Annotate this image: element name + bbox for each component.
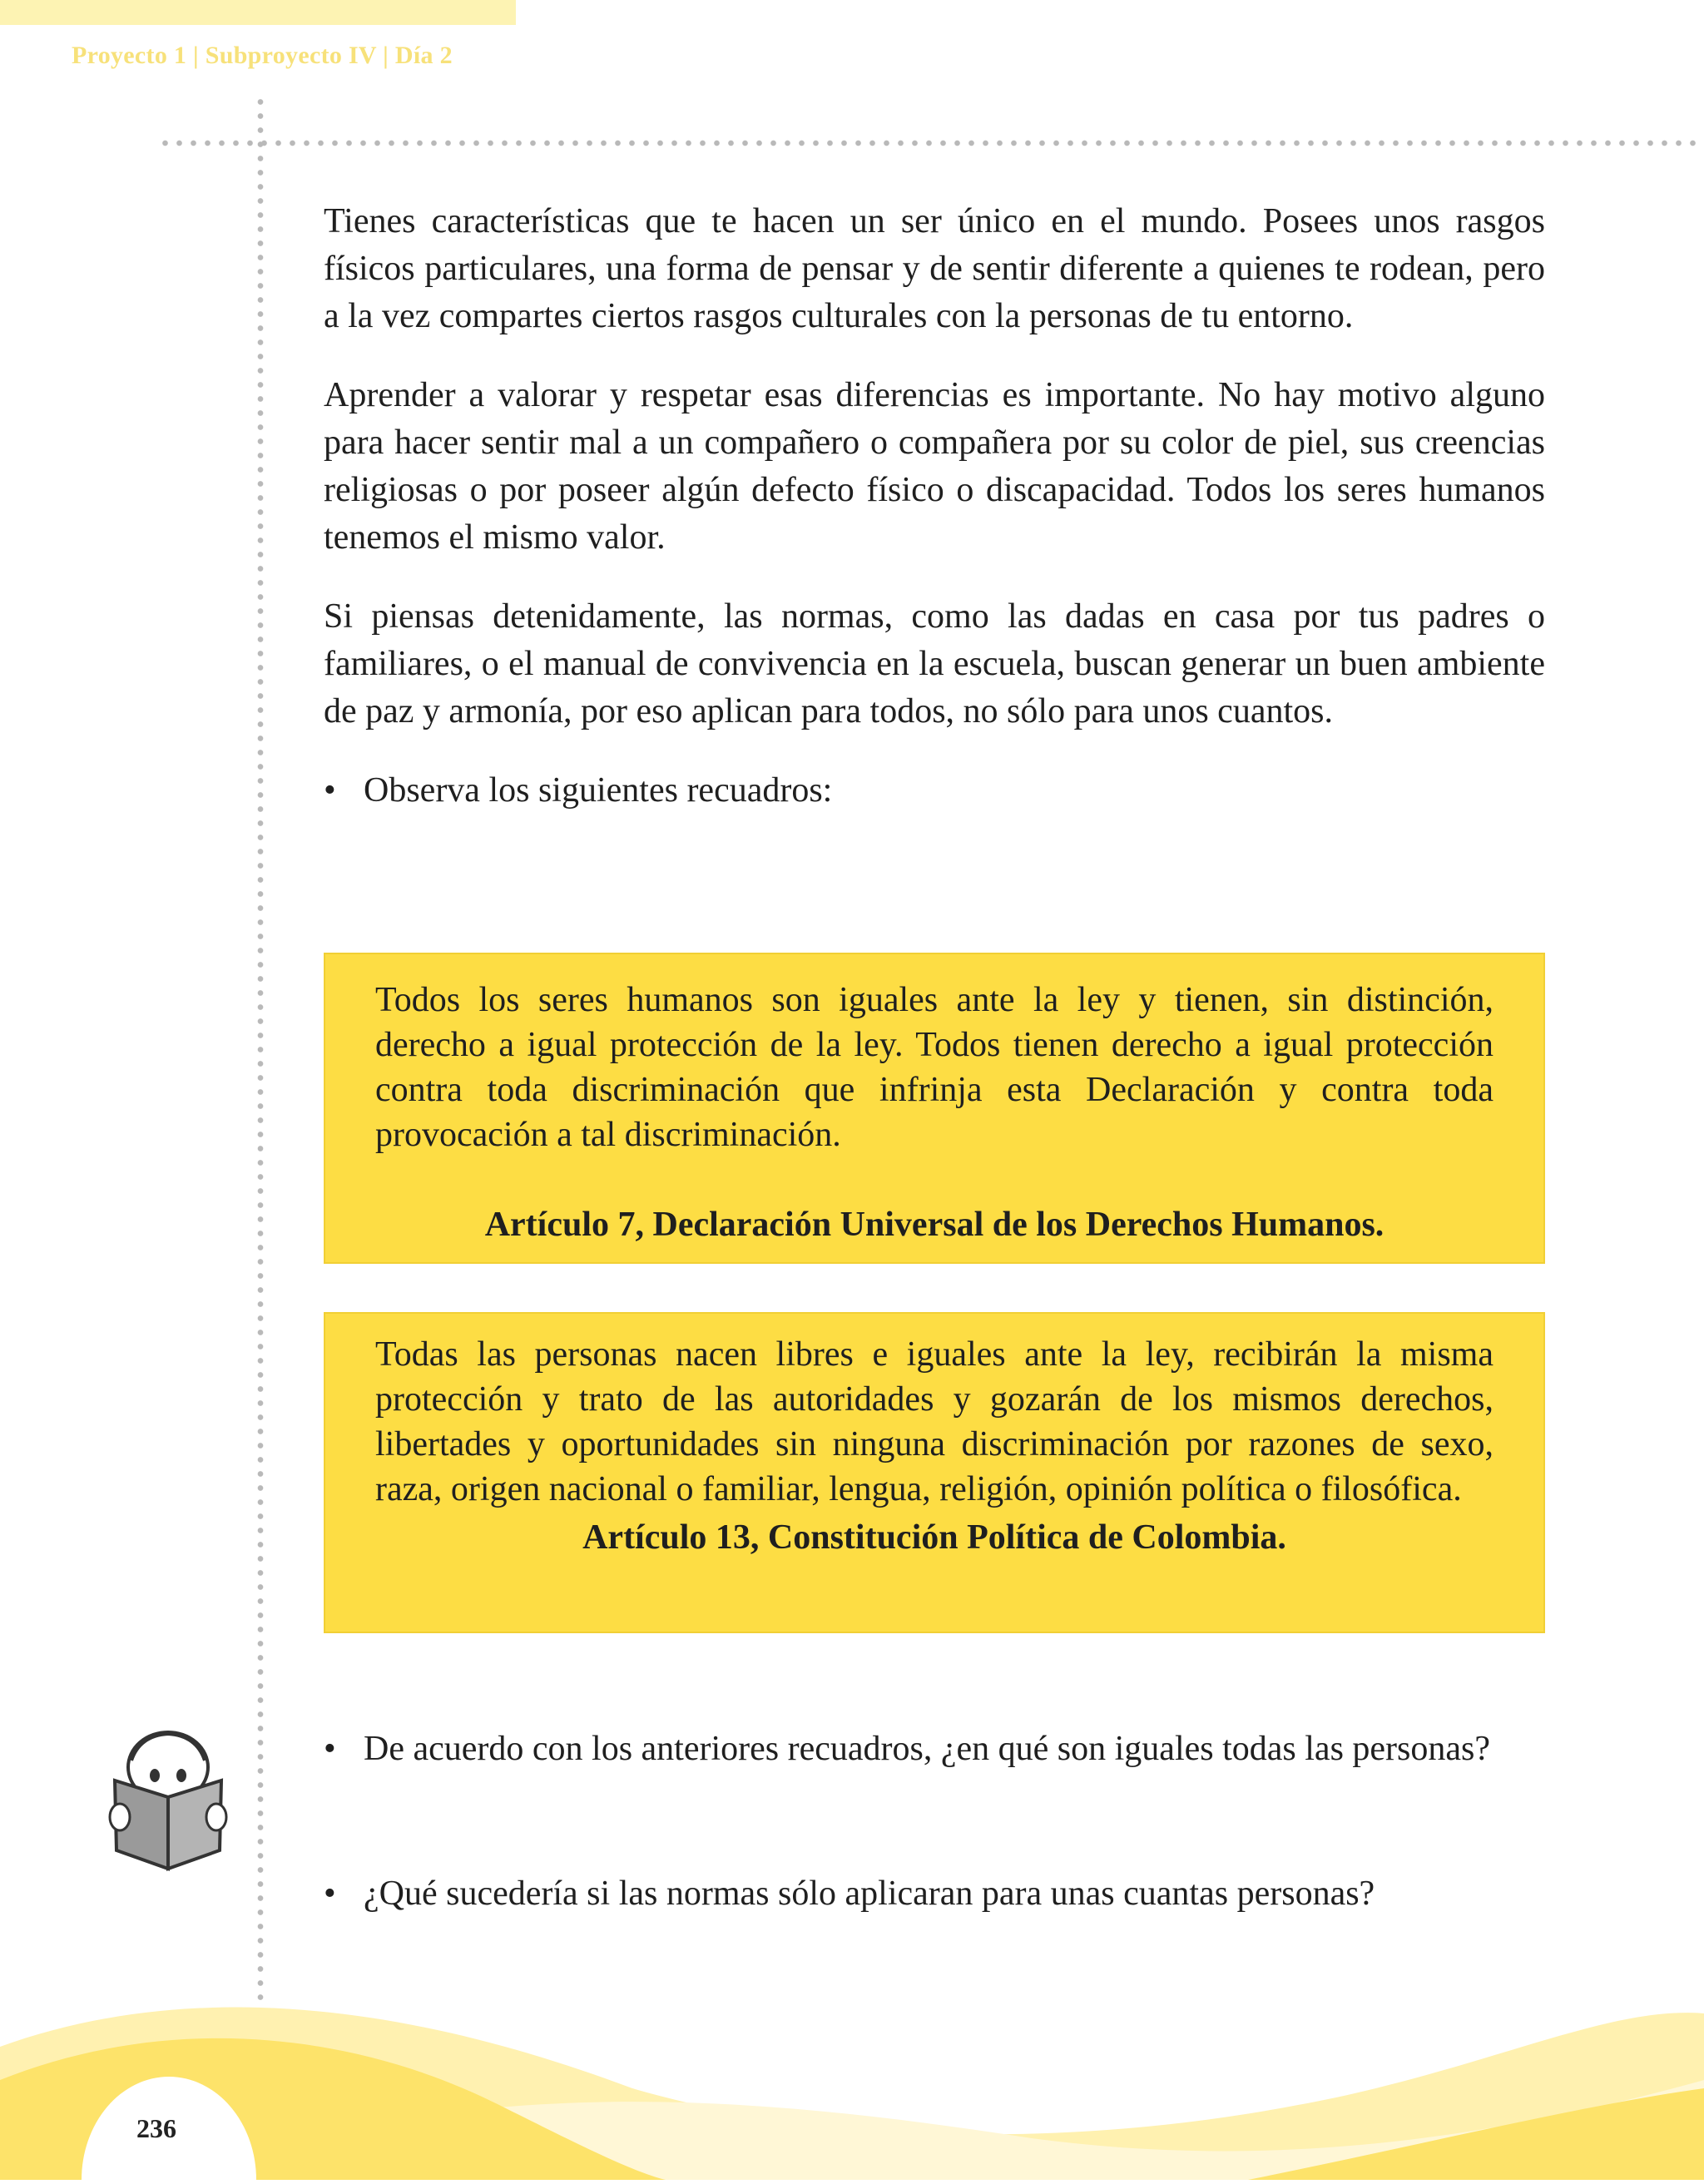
bullet: • <box>324 1874 336 1913</box>
page-number: 236 <box>136 2113 176 2143</box>
paragraph: Aprender a valorar y respetar esas diferencias es importante. No hay motivo alguno para hacer sentir mal a un compañero o compañera por su color de piel, sus creencias religiosas o por poseer algún defecto físico o discapacidad. Todos los seres humanos tenemos el mismo valor. <box>324 376 1545 557</box>
quote-text: Todas las personas nacen libres e iguales ante la ley, recibirán la misma protección y trato de las autoridades y gozarán de los mismos derechos, libertades y oportunidades sin ninguna discriminación por razones de sexo, raza, origen nacional o familiar, lengua, religión, opinión política o filosófica. <box>375 1335 1493 1508</box>
question-item <box>324 1726 1545 1773</box>
quote-source: Artículo 7, Declaración Universal de los Derechos Humanos. <box>484 1206 1384 1244</box>
quote-box-article-7 <box>324 953 1545 1264</box>
breadcrumb: Proyecto 1 | Subproyecto IV | Día 2 <box>72 42 453 69</box>
dotted-divider-horizontal <box>158 140 1704 146</box>
quote-text: Todos los seres humanos son iguales ante la ley y tienen, sin distinción, derecho a igual protección de la ley. Todos tienen derecho a igual protección contra toda discriminación que infrinja esta Declaración y contra toda provocación a tal discriminación. <box>375 981 1493 1154</box>
question-text: De acuerdo con los anteriores recuadros, ¿en qué son iguales todas las personas? <box>364 1730 1491 1768</box>
quote-source: Artículo 13, Constitución Política de Colombia. <box>582 1518 1286 1557</box>
question-item <box>324 1870 1545 1918</box>
quote-box-article-13 <box>324 1312 1545 1633</box>
bullet: • <box>324 1730 336 1768</box>
header-band <box>0 0 516 25</box>
paragraph: Si piensas detenidamente, las normas, como las dadas en casa por tus padres o familiares, o el manual de convivencia en la escuela, buscan generar un buen ambiente de paz y armonía, por eso aplican para todos, no sólo para unos cuantos. <box>324 597 1545 730</box>
instruction-item <box>324 767 1545 815</box>
instruction-text: Observa los siguientes recuadros: <box>364 771 833 810</box>
bullet: • <box>324 771 336 810</box>
paragraph: Tienes características que te hacen un ser único en el mundo. Posees unos rasgos físicos particulares, una forma de pensar y de sentir diferente a quienes te rodean, pero a la vez compartes ciertos rasgos culturales con la personas de tu entorno. <box>324 202 1545 335</box>
dotted-divider-vertical <box>257 95 264 2058</box>
main-content <box>324 198 1545 815</box>
question-text: ¿Qué sucedería si las normas sólo aplicaran para unas cuantas personas? <box>364 1874 1375 1913</box>
child-reading-book-icon <box>106 1727 231 1874</box>
